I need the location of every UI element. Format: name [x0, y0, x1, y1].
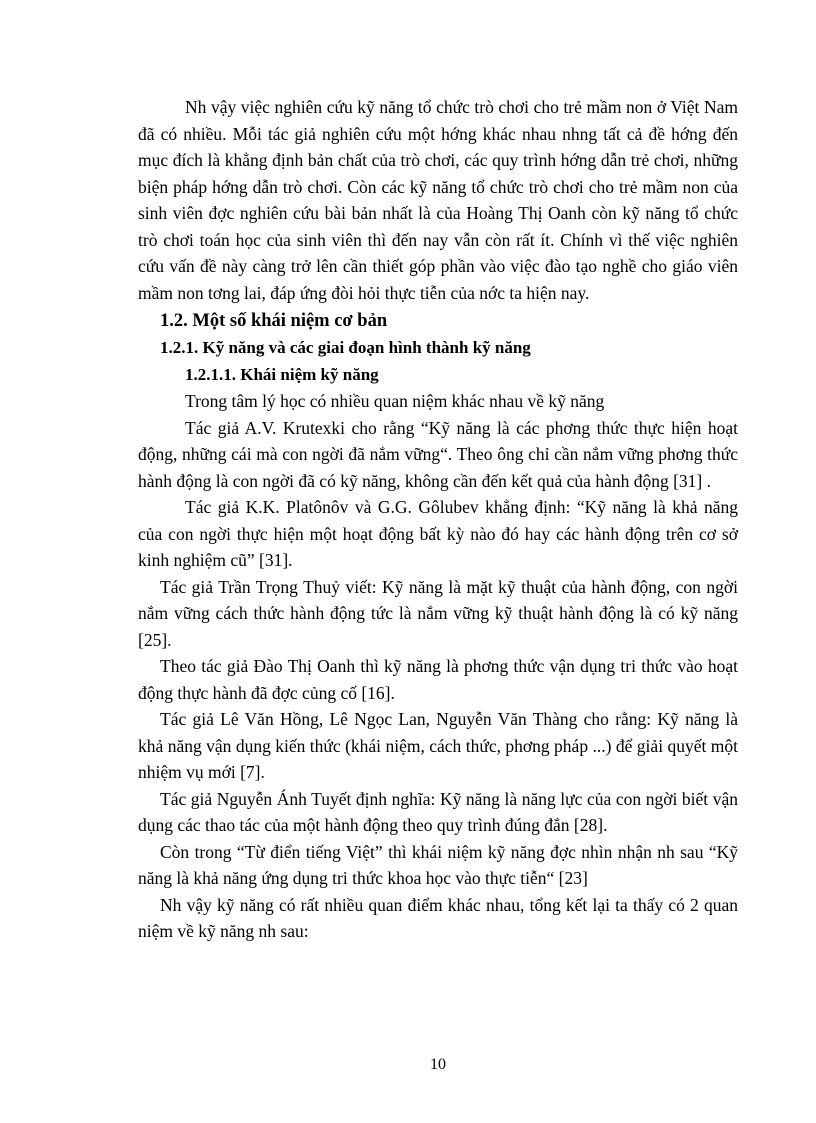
paragraph-nguyen-anh-tuyet: Tác giả Nguyễn Ánh Tuyết định nghĩa: Kỹ năng là năng lực của con ngời biết vận dụng các thao tác của một hành động theo quy trình đúng đắn [28].	[138, 788, 738, 835]
paragraph-krutexki: Tác giả A.V. Krutexki cho rằng “Kỹ năng là các phơng thức thực hiện hoạt động, những cái mà con ngời đã nắm vững“. Theo ông chỉ cần nắm vững phơng thức hành động là con ngời đã có kỹ năng, không cần đến kết quả của hành động [31] .	[138, 417, 738, 491]
paragraph-dictionary: Còn trong “Từ điển tiếng Việt” thì khái niệm kỹ năng đợc nhìn nhận nh sau “Kỹ năng là khả năng ứng dụng tri thức khoa học vào thực tiễn“ [23]	[138, 841, 738, 888]
paragraph-le-van-hong: Tác giả Lê Văn Hồng, Lê Ngọc Lan, Nguyễn Văn Thàng cho rằng: Kỹ năng là khả năng vận dụng kiến thức (khái niệm, cách thức, phơng pháp ...) để giải quyết một nhiệm vụ mới [7].	[138, 709, 738, 782]
paragraph-platonov: Tác giả K.K. Platônôv và G.G. Gôlubev khẳng định: “Kỹ năng là khả năng của con ngời thực hiện một hoạt động bất kỳ nào đó hay các hành động trên cơ sở kinh nghiệm cũ” [31].	[138, 497, 738, 570]
page-number: 10	[430, 1056, 446, 1073]
subsubsection-heading-1-2-1-1: 1.2.1.1. Khái niệm kỹ năng	[185, 364, 379, 384]
subsection-heading-1-2-1: 1.2.1. Kỹ năng và các giai đoạn hình thành kỹ năng	[160, 338, 531, 357]
paragraph-psychology: Trong tâm lý học có nhiều quan niệm khác nhau về kỹ năng	[185, 391, 605, 411]
paragraph-conclusion: Nh vậy kỹ năng có rất nhiều quan điểm khác nhau, tổng kết lại ta thấy có 2 quan niệm về kỹ năng nh sau:	[138, 894, 738, 941]
paragraph-tran-trong-thuy: Tác giả Trần Trọng Thuỷ viết: Kỹ năng là mặt kỹ thuật của hành động, con ngời nắm vững cách thức hành động tức là nắm vững kỹ thuật hành động là có kỹ năng [25].	[138, 576, 738, 650]
paragraph-dao-thi-oanh: Theo tác giả Đào Thị Oanh thì kỹ năng là phơng thức vận dụng tri thức vào hoạt động thực hành đã đợc củng cố [16].	[138, 656, 738, 703]
section-heading-1-2: 1.2. Một số khái niệm cơ bản	[160, 311, 388, 331]
paragraph-intro: Nh vậy việc nghiên cứu kỹ năng tổ chức trò chơi cho trẻ mầm non ở Việt Nam đã có nhiều. Mỗi tác giả nghiên cứu một hớng khác nhau nhng tất cả đề hớng đến mục đích là khẳng định bản chất của trò chơi, các quy trình hớng dẫn trẻ chơi, những biện pháp hớng dẫn trò chơi. Còn các kỹ năng tổ chức trò chơi cho trẻ mầm non của sinh viên đợc nghiên cứu bài bản nhất là của Hoàng Thị Oanh còn kỹ năng tổ chức trò chơi toán học của sinh viên thì đến nay vẫn còn rất ít. Chính vì thế việc nghiên cứu vấn đề này càng trở lên cần thiết góp phần vào việc đào tạo nghề cho giáo viên mầm non tơng lai, đáp ứng đòi hỏi thực tiễn của nớc ta hiện nay.	[138, 97, 738, 303]
document-body	[138, 94, 738, 945]
